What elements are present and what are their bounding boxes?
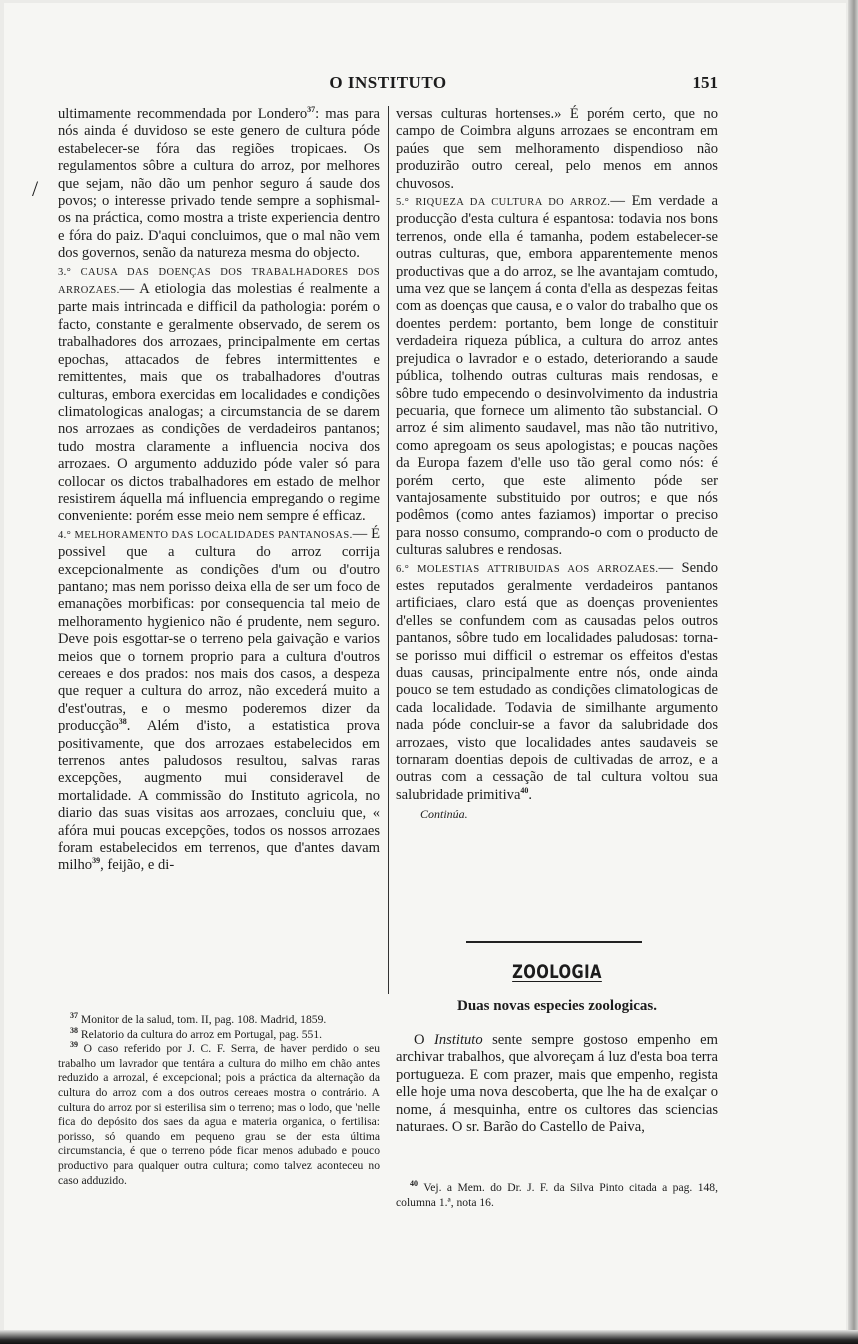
- zoologia-body: [396, 1032, 718, 1136]
- footnotes-left: [58, 1013, 380, 1188]
- column-divider: [388, 106, 389, 994]
- section-3: 3.° CAUSA DAS DOENÇAS DOS TRABALHADORES DOS ARROZAES.— A etiologia das molestias é realmente a parte mais intrincada e difficil da pathologia: porém o facto, constante e geralmente observado, de serem os trabalhadores dos arrozaes, principalmente em certas epochas, attacados de febres intermittentes e remittentes, mais que os trabalhadores d'outras culturas, embora exercidas em localidades e condições climatologicas analogas; a circumstancia de se darem nos arrozaes as condições de verdadeiros pantanos; tudo mostra claramente a influencia nociva dos arrozaes. O argumento adduzido póde valer só para collocar os dictos trabalhadores em estado de melhor resistirem áquella má influencia empregando o regime conveniente: porém esse meio nem sempre é efficaz.: [58, 266, 380, 525]
- zoologia-title: ZOOLOGIA: [512, 961, 602, 983]
- page-edge-shadow: [848, 0, 858, 1344]
- scan-bottom-edge: [0, 1330, 858, 1344]
- paragraph-intro: ultimamente recommendada por Londero$^{37}$: mas para nós ainda é duvidoso se este genero de cultura póde estabelecer-se fóra das regiões tropicaes. Os regulamentos sôbre a cultura do arroz, por melhores que sejam, não dão um penhor seguro á saude dos povos; o interesse privado tende sempre a sophismal-os na práctica, como mostra a triste experiencia dentro e fóra do paiz. D'aqui concluimos, que o mal não vem dos governos, senão da natureza mesma do objecto.: [58, 105, 380, 262]
- section-5-heading: 5.° RIQUEZA DA CULTURA DO ARROZ.: [396, 197, 611, 209]
- footnote-ref-37: 37: [307, 105, 316, 115]
- instituto-italic: Instituto: [434, 1032, 483, 1048]
- paragraph-continued: versas culturas hortenses.» É porém certo, que no campo de Coimbra alguns arrozaes se encontram em paúes que sem melhoramento dispendioso não produzirão outro cereal, pelo menos em annos chuvosos.: [396, 106, 718, 192]
- footnote-37: $^{37}$ Monitor de la salud, tom. II, pag. 108. Madrid, 1859.: [70, 1011, 327, 1026]
- section-rule: [466, 941, 642, 943]
- section-3-heading: 3.° CAUSA DAS DOENÇAS DOS TRABALHADORES DOS ARROZAES.: [58, 266, 380, 297]
- right-column: [396, 106, 718, 824]
- footnote-40: $^{40}$ Vej. a Mem. do Dr. J. F. da Silva Pinto citada a pag. 148, columna 1.ª, nota 16.: [396, 1179, 718, 1209]
- section-4-heading: 4.° MELHORAMENTO DAS LOCALIDADES PANTANOSAS.: [58, 529, 353, 541]
- zoologia-paragraph: O Instituto sente sempre gostoso empenho em archivar trabalhos, que alvoreçam á luz d'esta boa terra portugueza. E com prazer, mais que empenho, regista elle hoje uma nova descoberta, que lhe ha de exalçar o nome, á mesquinha, entre os cultores das sciencias naturaes. O sr. Barão do Castello de Paiva,: [396, 1032, 718, 1136]
- section-6: 6.° MOLESTIAS ATTRIBUIDAS AOS ARROZAES.— Sendo estes reputados geralmente verdadeiros pantanos artificiaes, claro está que as doenças provenientes d'elles se confundem com as causadas pelos outros pantanos, sôbre tudo em localidades paludosas: torna-se porisso mui difficil o estremar os effeitos d'estas duas causas, principalmente entre nós, onde ainda pouco se tem estudado as condições climatologicas de cada localidade. Todavia de similhante argumento nada póde concluir-se a favor da salubridade dos arrozaes, visto que localidades antes saudaveis se tornaram doentias depois de cultivadas de arroz, e a outras com a cessação de tal cultura voltou sua salubridade primitiva$^{40}$.: [396, 559, 718, 803]
- section-4: 4.° MELHORAMENTO DAS LOCALIDADES PANTANOSAS.— É possivel que a cultura do arroz corrija excepcionalmente as condições d'um ou d'outro pantano; mas nem porisso deixa ella de ser um foco de emanações morbificas: por consequencia tal meio de melhoramento hygienico não é prudente, nem seguro. Deve pois esgottar-se o terreno pela gaivação e varios meios que o tornem proprio para a cultura d'outros cereaes e dos prados: nos mais dos casos, a despeza que requer a cultura do arroz, não excederá muito a d'est'outras, e o mesmo poderemos dizer da producção$^{38}$. Além d'isto, a estatistica prova positivamente, que dos arrozaes estabelecidos em terrenos antes paludosos resultou, salvas raras excepções, augmento mui consideravel de mortalidade. A commissão do Instituto agricola, no diario das suas visitas aos arrozaes, concluiu que, « afóra mui poucas excepções, todos os nossos arrozaes foram estabelecidos em terrenos, que d'antes davam milho$^{39}$, feijão, e di-: [58, 525, 380, 874]
- footnote-38: $^{38}$ Relatorio da cultura do arroz em Portugal, pag. 551.: [70, 1025, 323, 1041]
- left-column: [58, 106, 380, 875]
- footnote-ref-40: 40: [520, 785, 529, 795]
- section-5: 5.° RIQUEZA DA CULTURA DO ARROZ.— Em verdade a producção d'esta cultura é espantosa: todavia nos bons terrenos, onde ella é tamanha, podem estabelecer-se outras culturas, que, embora apparentemente menos productivas que a do arroz, se lhe avantajam comtudo, uma vez que se lançem á conta d'ella as despezas feitas com as doenças que causa, e o valor do trabalho que os doentes perdem: portanto, bem longe de constituir verdadeira riqueza pública, a cultura do arroz antes prejudica o lavrador e o estado, deteriorando a saude pública, tolhendo outras culturas mais rendosas, e sôbre tudo empecendo o desinvolvimento da industria pecuaria, que fornece um alimento tão substancial. O arroz é sim alimento saudavel, mas não tão nutritivo, como apregoam os seus apologistas; e poucas nações da Europa fazem d'elle uso tão geral como nós: é porém certo, que este alimento póde ser vantajosamente substituido por outros; e que nós podêmos (como antes faziamos) importar o preciso para nosso consumo, comprando-o com o producto de culturas salubres e rendosas.: [396, 193, 719, 559]
- zoologia-subtitle: Duas novas especies zoologicas.: [457, 998, 657, 1014]
- section-6-heading: 6.° MOLESTIAS ATTRIBUIDAS AOS ARROZAES.: [396, 563, 659, 575]
- page-header: [58, 73, 718, 95]
- margin-mark: /: [32, 176, 39, 201]
- footnote-ref-38: 38: [118, 717, 127, 727]
- continua-note: Continúa.: [420, 807, 468, 822]
- footnote-39: $^{39}$ O caso referido por J. C. F. Serra, de haver perdido o seu trabalho um lavrador que tentára a cultura do milho em chão antes reduzido a arrozal, é excepcional; pois a práctica da alternação da cultura do arroz com a dos outros cereaes mostra o contrário. A cultura do arroz por si esterilisa sim o terreno; mas o lodo, que 'nelle fica do depósito dos saes da agua e materia organica, o fertilisa: porisso, só quando em pequeno grau se der esta última circumstancia, é que o terreno póde ficar menos adubado e pouco productivo para qualquer outra cultura; como talvez aconteceu no caso adduzido.: [58, 1040, 380, 1187]
- page-number: 151: [692, 73, 718, 92]
- footnote-ref-39: 39: [92, 856, 101, 866]
- running-title: O INSTITUTO: [329, 73, 447, 92]
